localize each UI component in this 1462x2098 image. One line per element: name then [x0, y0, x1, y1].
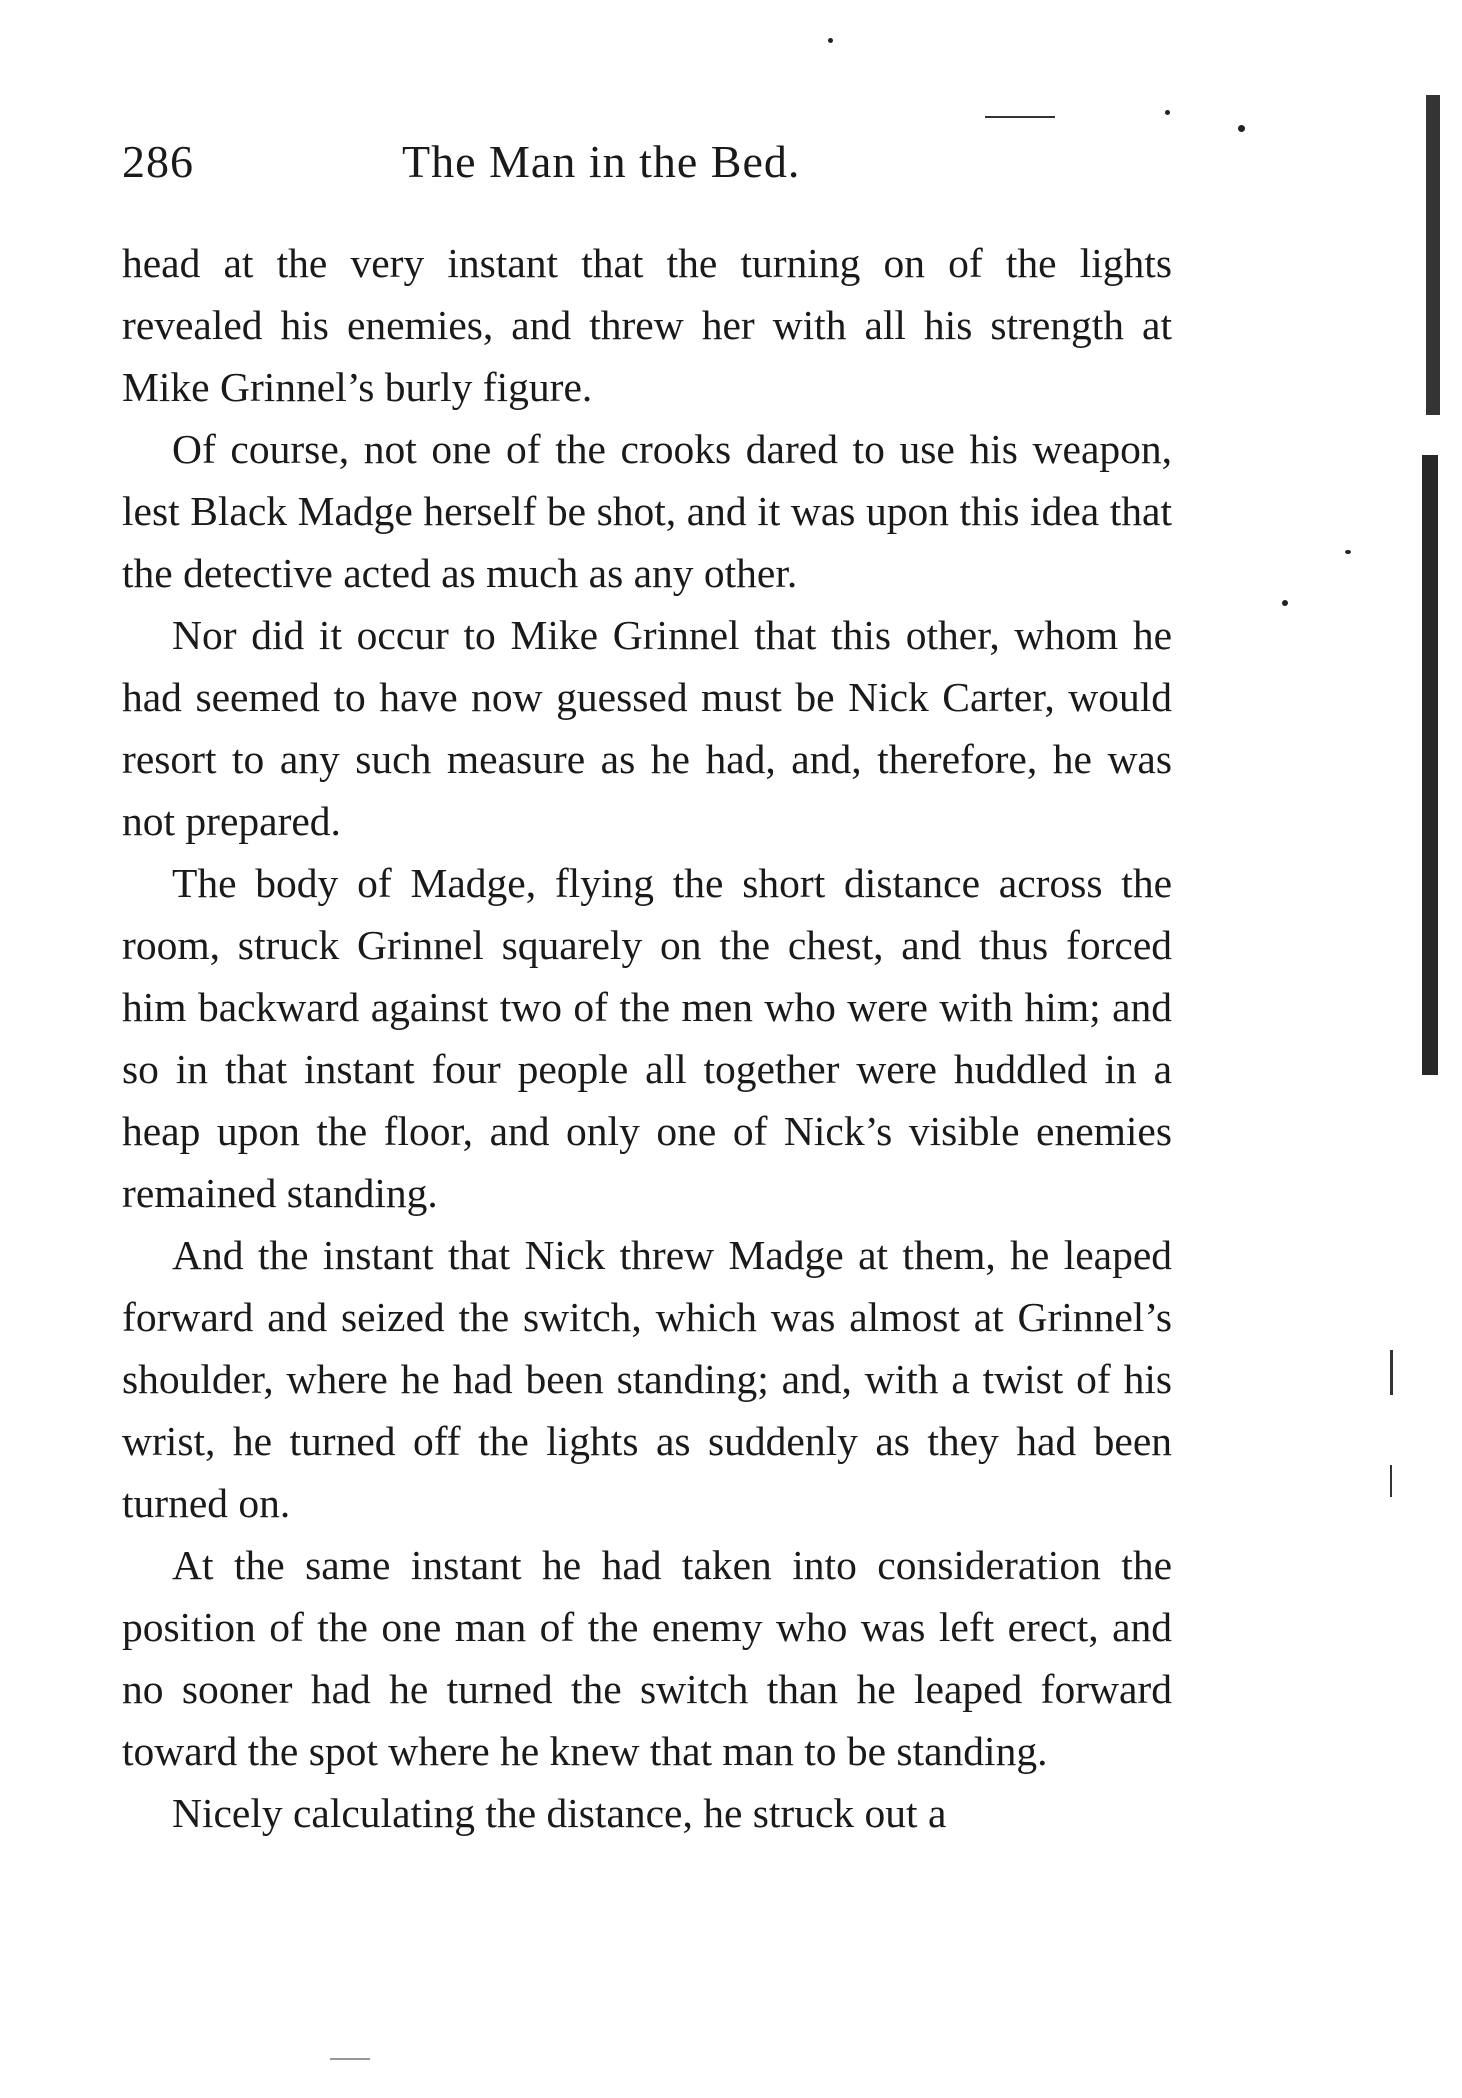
scan-edge-shadow — [1426, 95, 1440, 415]
scan-speck — [1282, 600, 1288, 606]
body-text — [122, 232, 1172, 1844]
scan-mark — [985, 116, 1055, 118]
scan-mark — [1390, 1350, 1393, 1395]
paragraph: head at the very instant that the turning on of the lights revealed his enemies, and threw her with all his strength at Mike Grinnel’s burly figure. — [122, 240, 1172, 410]
scan-speck — [1345, 550, 1351, 554]
paragraph: Nicely calculating the distance, he struck out a — [172, 1790, 947, 1836]
paragraph: And the instant that Nick threw Madge at them, he leaped forward and seized the switch, which was almost at Grinnel’s shoulder, where he had been standing; and, with a twist of his wrist, he turned off the lights as suddenly as they had been turned on. — [122, 1232, 1172, 1526]
page-number: 286 — [122, 136, 194, 187]
scan-mark — [330, 2058, 370, 2060]
paragraph: Nor did it occur to Mike Grinnel that this other, whom he had seemed to have now guessed must be Nick Carter, would resort to any such measure as he had, and, therefore, he was not prepared. — [122, 612, 1172, 844]
scan-edge-shadow — [1422, 455, 1438, 1075]
paragraph: The body of Madge, flying the short distance across the room, struck Grinnel squarely on the chest, and thus forced him backward against two of the men who were with him; and so in that instant four people all together were huddled in a heap upon the floor, and only one of Nick’s visible enemies remained standing. — [122, 860, 1172, 1216]
running-title: The Man in the Bed. — [402, 136, 801, 187]
paragraph: Of course, not one of the crooks dared to use his weapon, lest Black Madge herself be shot, and it was upon this idea that the detective acted as much as any other. — [122, 426, 1172, 596]
paragraph: At the same instant he had taken into consideration the position of the one man of the enemy who was left erect, and no sooner had he turned the switch than he leaped forward toward the spot where he knew that man to be standing. — [122, 1542, 1172, 1774]
scan-mark — [1390, 1465, 1392, 1497]
scan-speck — [1165, 110, 1170, 115]
scan-speck — [1238, 125, 1245, 132]
page-header — [122, 132, 1172, 192]
scan-speck — [828, 38, 833, 43]
